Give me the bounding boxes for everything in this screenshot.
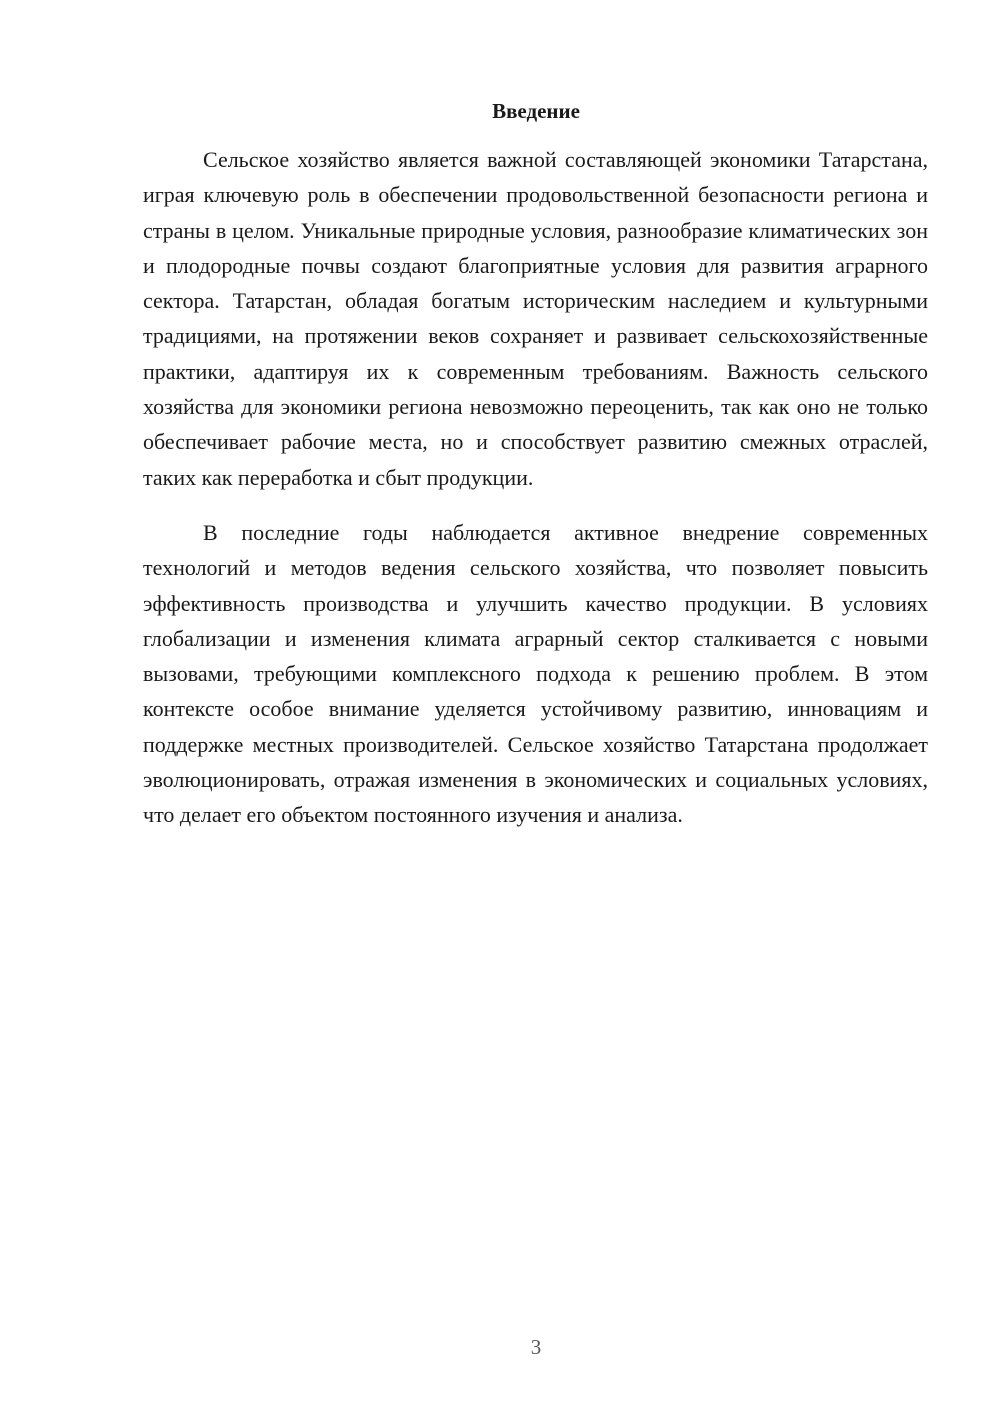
paragraph-1: Сельское хозяйство является важной составляющей экономики Татарстана, играя ключевую роль в обеспечении продовольственной безопасности региона и страны в целом. Уникальные природные условия, разнообразие климатических зон и плодородные почвы создают благоприятные условия для развития аграрного сектора. Татарстан, обладая богатым историческим наследием и культурными традициями, на протяжении веков сохраняет и развивает сельскохозяйственные практики, адаптируя их к современным требованиям. Важность сельского хозяйства для экономики региона невозможно переоценить, так как оно не только обеспечивает рабочие места, но и способствует развитию смежных отраслей, таких как переработка и сбыт продукции.	[143, 147, 928, 490]
page-number: 3	[530, 1335, 542, 1359]
body-text	[143, 142, 928, 833]
paragraph-2: В последние годы наблюдается активное внедрение современных технологий и методов ведения сельского хозяйства, что позволяет повысить эффективность производства и улучшить качество продукции. В условиях глобализации и изменения климата аграрный сектор сталкивается с новыми вызовами, требующими комплексного подхода к решению проблем. В этом контексте особое внимание уделяется устойчивому развитию, инновациям и поддержке местных производителей. Сельское хозяйство Татарстана продолжает эволюционировать, отражая изменения в экономических и социальных условиях, что делает его объектом постоянного изучения и анализа.	[143, 519, 928, 828]
section-title: Введение	[492, 99, 580, 123]
